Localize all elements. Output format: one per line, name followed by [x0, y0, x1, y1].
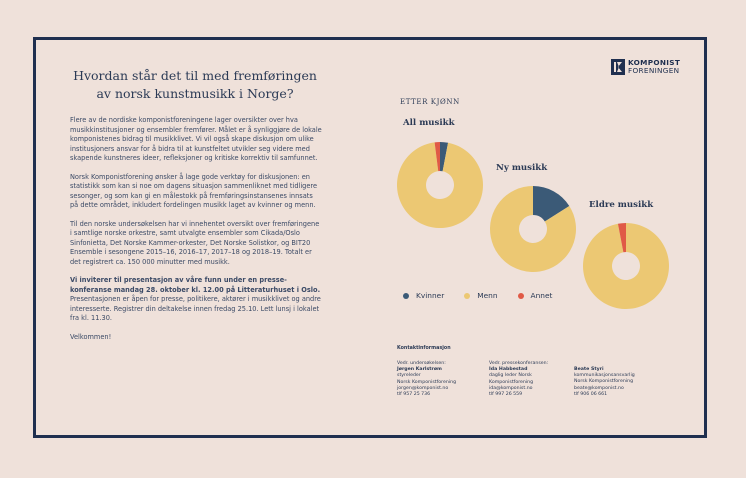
contact-column-1 — [397, 361, 456, 398]
paragraph-2: Norsk Komponistforening ønsker å lage gode verktøy for diskusjonen: en statistikk som kan si noe om dagens situasjon sammenliknet med tidligere sesonger, og som kan gi en målestokk på fremføringsinstansenes innsats på dette området, inkludert fordelingen musikk laget av kvinner og menn. — [70, 172, 318, 210]
pie-title-all: All musikk — [403, 118, 455, 128]
pie-title-old: Eldre musikk — [589, 200, 654, 210]
contact-column-2 — [489, 361, 548, 398]
invitation-text: Presentasjonen er åpen for presse, politikere, aktører i musikklivet og andre interesserte. Registrer din deltakelse innen fredag 25.10. Lett lunsj i lokalet fra kl. 11.30. — [70, 295, 321, 323]
contact-line: Komponistforening — [489, 379, 534, 385]
invitation-highlight: Vi inviterer til presentasjon av våre funn under en presse-konferanse mandag 28. oktober kl. 12.00 på Litteraturhuset i Oslo. — [70, 276, 321, 294]
logo — [611, 58, 680, 76]
legend-label-annet: Annet — [530, 291, 553, 300]
contact-line: kommunikasjonsansvarlig — [574, 373, 635, 379]
contact-line: daglig leder Norsk — [489, 373, 532, 379]
contact-line: styreleder — [397, 373, 421, 379]
paragraph-3: Til den norske undersøkelsen har vi innehentet oversikt over fremføringene i samtlige norske orkestre, samt utvalgte ensembler som Cikada/Oslo Sinfonietta, Det Norske Kammer-orkester, Det Norske Solistkor, og BIT20 Ensemble i sesongene 2015–16, 2016–17, 2017–18 og 2018–19. Totalt er det registrert ca. 150 000 minutter med musikk. — [70, 219, 320, 266]
contact-title: Kontaktinformasjon — [397, 346, 451, 351]
contact-phone: tlf 997 26 559 — [489, 392, 523, 398]
paragraph-1: Flere av de nordiske komponistforeningene lager oversikter over hva musikkinstitusjoner og ensembler fremfører. Målet er å synliggjøre de lokale komponistenes bidrag til musikklivet. Vi vil også skape diskusjon om ulike institusjoners ansvar for å bidra til at kunstfeltet utvikler seg videre med skapende kunstneres ideer, refleksjoner og kritiske korrektiv til samfunnet. — [70, 116, 322, 163]
legend-item-kvinner — [403, 291, 444, 300]
legend-item-menn — [464, 291, 497, 300]
legend-label-kvinner: Kvinner — [416, 291, 445, 300]
legend-swatch-kvinner — [403, 293, 409, 299]
contact-column-3 — [574, 367, 635, 398]
legend-label-menn: Menn — [477, 291, 498, 300]
contact-email[interactable]: beate@komponist.no — [574, 385, 624, 391]
logo-text — [628, 59, 680, 75]
logo-line-1: KOMPONIST — [628, 58, 681, 67]
contact-email[interactable]: jorgen@komponist.no — [397, 385, 449, 391]
pie-title-new: Ny musikk — [496, 163, 548, 173]
legend-item-annet — [518, 291, 553, 300]
contact-phone: tlf 906 06 661 — [574, 391, 608, 397]
contact-role: Vedr. undersøkelsen: — [397, 361, 446, 366]
contact-line: Norsk Komponistforening — [574, 379, 634, 385]
page-title: Hvordan står det til med fremføringen av norsk kunstmusikk i Norge? — [73, 68, 317, 101]
contact-role: Vedr. pressekonferansen: — [489, 361, 549, 366]
contact-name: Beate Styri — [574, 367, 604, 372]
legend-swatch-menn — [464, 293, 470, 299]
paragraph-4 — [70, 276, 322, 324]
contact-email[interactable]: ida@komponist.no — [489, 385, 533, 391]
contact-name: Ida Habbestad — [489, 367, 528, 373]
paragraph-5: Velkommen! — [70, 332, 112, 341]
chart-legend — [403, 291, 552, 300]
komponistforeningen-logo-icon — [611, 59, 625, 75]
contact-name: Jørgen Karlstrøm — [397, 367, 442, 373]
contact-line: Norsk Komponistforening — [397, 379, 457, 385]
chart-heading: ETTER KJØNN — [400, 98, 460, 106]
logo-line-2: FORENINGEN — [628, 66, 680, 75]
body-text — [70, 116, 322, 351]
contact-phone: tlf 957 25 736 — [397, 392, 431, 398]
legend-swatch-annet — [518, 293, 524, 299]
